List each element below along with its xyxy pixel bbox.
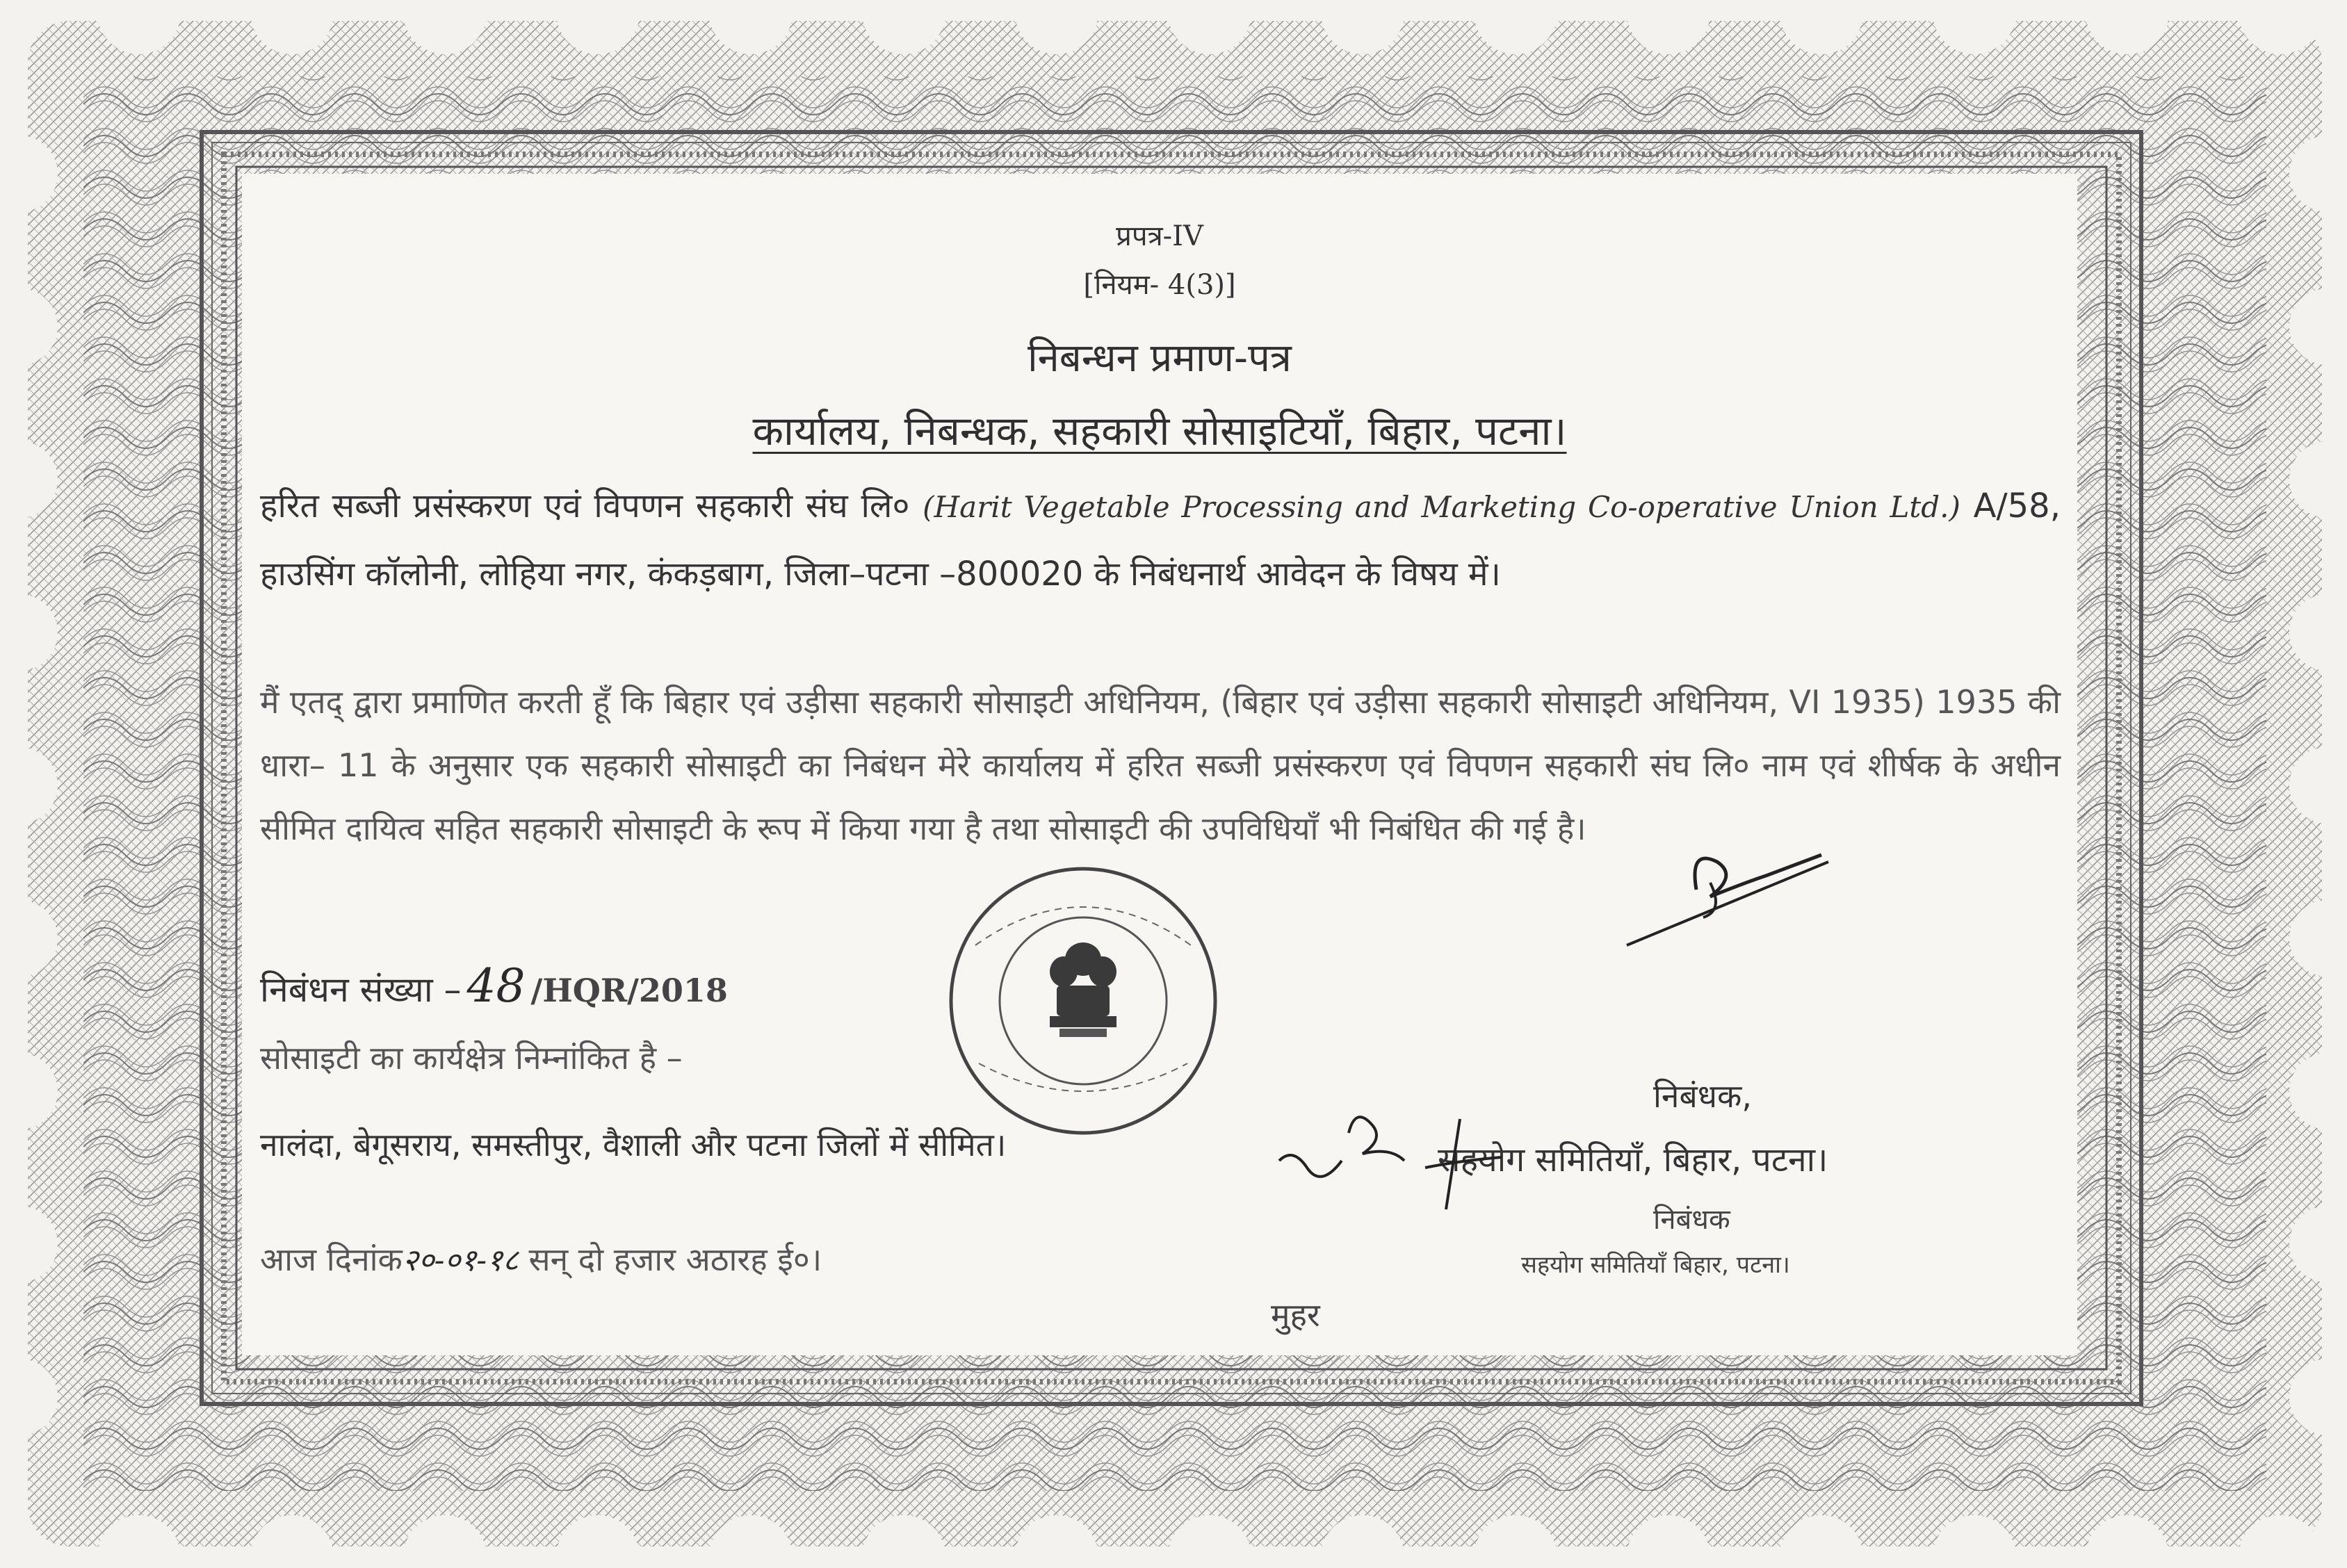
subject-paragraph — [260, 473, 2061, 607]
seal-label: मुहर — [1271, 1296, 1320, 1334]
society-name-hindi: हरित सब्जी प्रसंस्करण एवं विपणन सहकारी संघ लि० — [260, 487, 923, 525]
office-heading: कार्यालय, निबन्धक, सहकारी सोसाइटियाँ, बिहार, पटना। — [752, 407, 1567, 455]
registration-handwritten-number: 48 — [466, 959, 526, 1013]
certification-paragraph: मैं एतद् द्वारा प्रमाणित करती हूँ कि बिहार एवं उड़ीसा सहकारी सोसाइटी अधिनियम, (बिहार एवं उड़ीसा सहकारी सोसाइटी अधिनियम, VI 1935) 1935 की धारा– 11 के अनुसार एक सहकारी सोसाइटी का निबंधन मेरे कार्यालय में हरित सब्जी प्रसंस्करण एवं विपणन सहकारी संघ लि० नाम एवं शीर्षक के अधीन सीमित दायित्व सहित सहकारी सोसाइटी के रूप में किया गया है तथा सोसाइटी की उपविधियाँ भी निबंधित की गई है। — [260, 683, 2061, 847]
society-name-english: (Harit Vegetable Processing and Marketing Co-operative Union Ltd.) — [923, 490, 1960, 524]
registration-code: /HQR/2018 — [530, 972, 728, 1009]
stamp-title: निबंधक — [1653, 1204, 1730, 1236]
certificate-title: निबन्धन प्रमाण-पत्र — [1028, 336, 1292, 381]
registration-number — [260, 959, 728, 1013]
emblem-icon — [1050, 942, 1116, 1037]
registration-label: निबंधन संख्या – — [260, 970, 462, 1010]
certificate-body — [242, 174, 2077, 1355]
stamp-office: सहयोग समितियाँ बिहार, पटना। — [1521, 1251, 1790, 1279]
rule-reference: [नियम- 4(3)] — [1083, 269, 1236, 301]
date-suffix: सन् दो हजार अठारह ई०। — [518, 1241, 822, 1278]
office-seal-stamp — [937, 855, 1229, 1147]
registrar-signature — [1390, 834, 1877, 987]
date-prefix: आज दिनांक — [260, 1241, 403, 1278]
registrar-title: निबंधक, — [1653, 1077, 1752, 1115]
form-number: प्रपत्र-IV — [1116, 220, 1203, 252]
area-of-operation: नालंदा, बेगूसराय, समस्तीपुर, वैशाली और पटना जिलों में सीमित। — [260, 1126, 1007, 1163]
date-line — [260, 1237, 822, 1280]
initials-signature — [1251, 1091, 1668, 1230]
date-handwritten: २०-०१-१८ — [402, 1243, 519, 1278]
society-address: A/58, हाउसिंग कॉलोनी, लोहिया नगर, कंकड़बाग, जिला–पटना –800020 के निबंधनार्थ आवेदन के विषय में। — [260, 487, 2061, 594]
registrar-office: सहयोग समितियाँ, बिहार, पटना। — [1438, 1141, 1828, 1179]
area-label: सोसाइटी का कार्यक्षेत्र निम्नांकित है – — [260, 1039, 683, 1077]
